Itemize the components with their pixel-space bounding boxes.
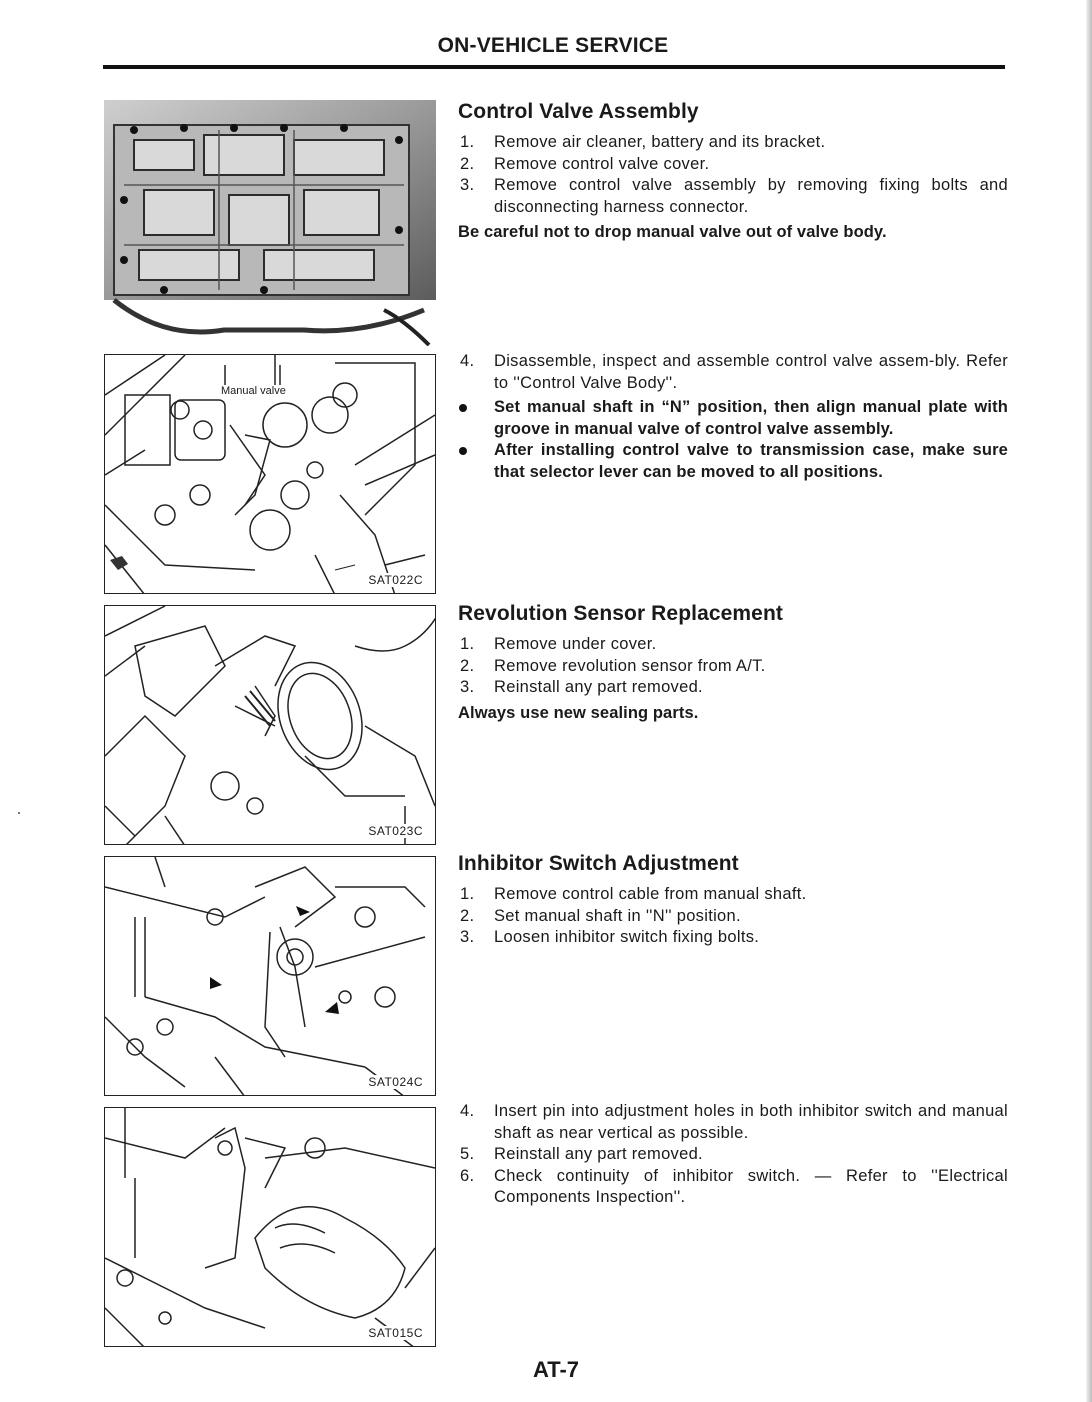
page-number: AT-7 bbox=[532, 1357, 580, 1382]
step-item bbox=[458, 884, 1008, 906]
step-text: Set manual shaft in ''N'' position. bbox=[494, 906, 741, 925]
caution-note: Always use new sealing parts. bbox=[458, 703, 699, 722]
step-number: 1. bbox=[460, 133, 475, 151]
step-item bbox=[458, 1144, 1008, 1166]
inhibitor-switch-section bbox=[458, 852, 1008, 949]
bullet-item bbox=[458, 440, 1008, 483]
caution-note: Be careful not to drop manual valve out of valve body. bbox=[458, 223, 887, 241]
inhibitor-switch-figure bbox=[104, 856, 436, 1096]
step-number: 5. bbox=[460, 1145, 475, 1163]
step-number: 6. bbox=[460, 1166, 475, 1185]
bullet-text: After installing control valve to transmission case, make sure that selector lever can be moved to all positions. bbox=[494, 441, 1008, 481]
step-item bbox=[458, 1101, 1008, 1144]
step-text: Loosen inhibitor switch fixing bolts. bbox=[494, 928, 760, 946]
section-title: Revolution Sensor Replacement bbox=[458, 602, 783, 625]
step-text: Remove under cover. bbox=[494, 635, 657, 653]
control-valve-continued bbox=[458, 351, 1008, 483]
step-number: 2. bbox=[460, 906, 475, 925]
step-item bbox=[458, 1166, 1008, 1209]
step-item bbox=[458, 634, 1008, 656]
step-text: Disassemble, inspect and assemble control valve assem-bly. Refer to ''Control Valve Body''. bbox=[494, 352, 1008, 392]
step-number: 4. bbox=[460, 352, 475, 370]
step-item bbox=[458, 906, 1008, 928]
step-text: Remove control valve assembly by removing fixing bolts and disconnecting harness connector. bbox=[494, 176, 1008, 216]
step-number: 3. bbox=[460, 928, 475, 946]
step-number: 3. bbox=[460, 176, 475, 194]
control-valve-section bbox=[458, 100, 1008, 242]
section-title: Control Valve Assembly bbox=[458, 100, 699, 123]
step-number: 4. bbox=[460, 1102, 475, 1120]
manual-valve-figure bbox=[104, 354, 436, 594]
figure-code: SAT022C bbox=[368, 573, 423, 587]
step-text: Remove revolution sensor from A/T. bbox=[494, 656, 766, 675]
figure-code: SAT015C bbox=[368, 1326, 423, 1340]
figure-code: SAT023C bbox=[368, 824, 423, 838]
step-text: Reinstall any part removed. bbox=[494, 678, 703, 696]
step-item bbox=[458, 132, 1008, 154]
bullet-item bbox=[458, 397, 1008, 440]
step-item bbox=[458, 677, 1008, 699]
step-item bbox=[458, 154, 1008, 176]
step-text: Reinstall any part removed. bbox=[494, 1145, 703, 1163]
step-number: 1. bbox=[460, 885, 475, 903]
page-edge-shadow bbox=[1086, 0, 1092, 1402]
step-number: 3. bbox=[460, 678, 475, 696]
section-title: Inhibitor Switch Adjustment bbox=[458, 852, 739, 875]
step-text: Remove air cleaner, battery and its bracket. bbox=[494, 133, 826, 151]
scan-speck bbox=[18, 812, 20, 814]
step-text: Check continuity of inhibitor switch. — Refer to ''Electrical Components Inspection''. bbox=[494, 1166, 1008, 1206]
step-text: Remove control cable from manual shaft. bbox=[494, 885, 807, 903]
step-number: 2. bbox=[460, 656, 475, 675]
control-valve-photo bbox=[104, 100, 436, 346]
insert-pin-figure bbox=[104, 1107, 436, 1347]
bullet-dot bbox=[459, 404, 467, 412]
inhibitor-switch-continued bbox=[458, 1101, 1008, 1209]
bullet-dot bbox=[459, 447, 467, 455]
figure-code: SAT024C bbox=[368, 1075, 423, 1089]
page-header-title: ON-VEHICLE SERVICE bbox=[437, 34, 669, 57]
header-rule bbox=[103, 65, 1005, 69]
step-item bbox=[458, 351, 1008, 394]
step-number: 2. bbox=[460, 154, 475, 173]
step-text: Remove control valve cover. bbox=[494, 154, 710, 173]
step-item bbox=[458, 927, 1008, 949]
step-item bbox=[458, 175, 1008, 218]
revolution-sensor-figure bbox=[104, 605, 436, 845]
step-text: Insert pin into adjustment holes in both inhibitor switch and manual shaft as near vertical as possible. bbox=[494, 1102, 1008, 1142]
step-number: 1. bbox=[460, 635, 475, 653]
manual-valve-label: Manual valve bbox=[221, 385, 286, 397]
bullet-text: Set manual shaft in “N” position, then align manual plate with groove in manual valve of control valve assembly. bbox=[494, 398, 1008, 438]
revolution-sensor-section bbox=[458, 602, 1008, 723]
step-item bbox=[458, 656, 1008, 678]
